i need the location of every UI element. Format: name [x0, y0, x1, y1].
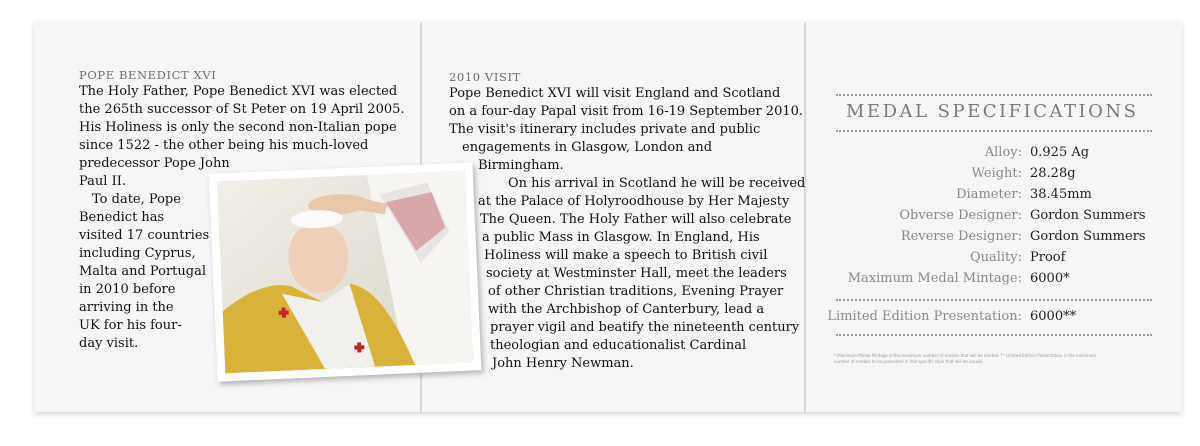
- heading-pope-benedict: POPE BENEDICT XVI: [79, 68, 217, 82]
- left-line: Malta and Portugal: [79, 264, 206, 279]
- middle-line: with the Archbishop of Canterbury, lead a: [488, 302, 765, 317]
- spec-label-weight: Weight:: [971, 166, 1022, 181]
- left-line: the 265th successor of St Peter on 19 April 2005.: [79, 102, 405, 117]
- spec-value-diameter: 38.45mm: [1030, 187, 1092, 202]
- left-line: The Holy Father, Pope Benedict XVI was elected: [79, 84, 398, 99]
- left-line: in 2010 before: [79, 282, 176, 297]
- spec-label-mintage: Maximum Medal Mintage:: [847, 271, 1022, 286]
- left-line: To date, Pope: [92, 192, 181, 207]
- spec-label-obverse: Obverse Designer:: [899, 208, 1022, 223]
- spec-label-presentation: Limited Edition Presentation:: [827, 309, 1022, 324]
- spec-label-alloy: Alloy:: [984, 145, 1022, 160]
- spec-label-reverse: Reverse Designer:: [900, 229, 1022, 244]
- middle-line: at the Palace of Holyroodhouse by Her Majesty: [478, 194, 790, 209]
- left-line: Paul II.: [79, 174, 126, 189]
- middle-line: engagements in Glasgow, London and: [462, 140, 713, 155]
- middle-line: On his arrival in Scotland he will be received: [508, 176, 806, 191]
- spec-value-mintage: 6000*: [1030, 271, 1070, 286]
- middle-line: John Henry Newman.: [492, 356, 634, 371]
- spec-label-diameter: Diameter:: [956, 187, 1022, 202]
- left-line: visited 17 countries: [79, 228, 210, 243]
- divider: [836, 94, 1152, 96]
- left-line: day visit.: [79, 336, 139, 351]
- left-line: His Holiness is only the second non-Italian pope: [79, 120, 397, 135]
- divider: [836, 299, 1152, 301]
- middle-line: a public Mass in Glasgow. In England, His: [482, 230, 760, 245]
- middle-line: prayer vigil and beatify the nineteenth century: [490, 320, 800, 335]
- middle-line: society at Westminster Hall, meet the leaders: [486, 266, 787, 281]
- spec-value-weight: 28.28g: [1030, 166, 1076, 181]
- spec-value-quality: Proof: [1030, 250, 1066, 265]
- pope-benedict-photo: [209, 162, 482, 381]
- fold-line-right: [804, 22, 806, 412]
- middle-line: Birmingham.: [478, 158, 564, 173]
- spec-value-alloy: 0.925 Ag: [1030, 145, 1090, 160]
- divider: [836, 334, 1152, 336]
- middle-line: The Queen. The Holy Father will also celebrate: [480, 212, 792, 227]
- heading-2010-visit: 2010 VISIT: [449, 70, 521, 84]
- middle-line: Holiness will make a speech to British civil: [484, 248, 768, 263]
- left-line: including Cyprus,: [79, 246, 196, 261]
- middle-line: of other Christian traditions, Evening Prayer: [488, 284, 784, 299]
- spec-value-obverse: Gordon Summers: [1030, 208, 1146, 223]
- pope-illustration: [217, 171, 473, 374]
- middle-line: theologian and educationalist Cardinal: [490, 338, 747, 353]
- divider: [836, 130, 1152, 132]
- middle-line: The visit's itinerary includes private and public: [449, 122, 761, 137]
- spec-value-reverse: Gordon Summers: [1030, 229, 1146, 244]
- spec-label-quality: Quality:: [969, 250, 1022, 265]
- footnote-line-1: * Maximum Medal Mintage is the maximum number of medals that will be minted. ** Limited Edition Presentation is the maximum: [834, 353, 1097, 358]
- left-line: Benedict has: [79, 210, 165, 225]
- middle-line: on a four-day Papal visit from 16-19 September 2010.: [449, 104, 804, 119]
- left-line: UK for his four-: [79, 318, 182, 333]
- left-line: arriving in the: [79, 300, 174, 315]
- spec-value-presentation: 6000**: [1030, 309, 1077, 324]
- left-line: since 1522 - the other being his much-loved: [79, 138, 369, 153]
- footnote-line-2: number of medals to be presented in this specific style that will be issued.: [834, 359, 984, 364]
- left-line: predecessor Pope John: [79, 156, 230, 171]
- middle-line: Pope Benedict XVI will visit England and Scotland: [449, 86, 781, 101]
- specs-title: MEDAL SPECIFICATIONS: [846, 101, 1139, 122]
